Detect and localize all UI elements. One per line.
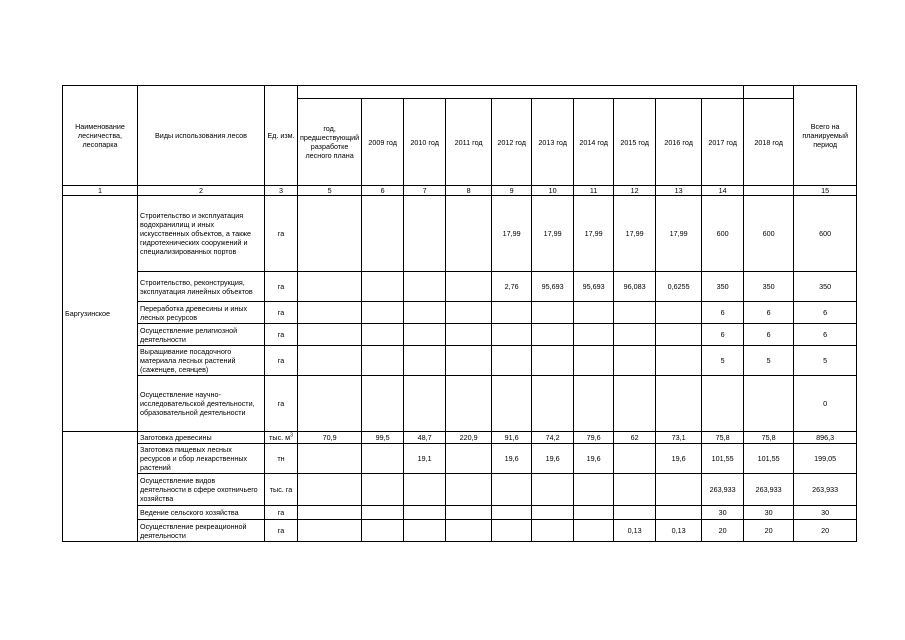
value-cell: 350 (794, 272, 857, 302)
value-cell (656, 376, 702, 432)
use-type-cell: Строительство и эксплуатация водохранилищ и иных искусственных объектов, а также гидротехнических сооружений и специализированных портов (138, 196, 265, 272)
header-top-2018 (744, 86, 794, 99)
value-cell: 6 (702, 324, 744, 346)
value-cell (614, 376, 656, 432)
value-cell (404, 324, 446, 346)
value-cell: 220,9 (446, 432, 492, 444)
value-cell: 17,99 (656, 196, 702, 272)
value-cell (574, 302, 614, 324)
value-cell: 62 (614, 432, 656, 444)
unit-text: га (277, 526, 285, 535)
value-cell: 20 (794, 520, 857, 542)
value-cell (446, 272, 492, 302)
column-number: 2 (138, 186, 265, 196)
value-cell: 6 (702, 302, 744, 324)
table-row (63, 346, 857, 376)
value-cell (404, 520, 446, 542)
unit-text: га (277, 330, 285, 339)
value-cell (362, 302, 404, 324)
value-cell (532, 474, 574, 506)
value-cell (532, 324, 574, 346)
column-number: 3 (265, 186, 298, 196)
forestry-cell: Баргузинское (63, 196, 138, 432)
value-cell: 101,55 (702, 444, 744, 474)
value-cell (446, 474, 492, 506)
column-number: 12 (614, 186, 656, 196)
use-type-cell: Строительство, реконструкция, эксплуатация линейных объектов (138, 272, 265, 302)
column-number: 15 (794, 186, 857, 196)
column-number: 11 (574, 186, 614, 196)
value-cell (404, 376, 446, 432)
value-cell: 600 (744, 196, 794, 272)
value-cell: 896,3 (794, 432, 857, 444)
unit-text: га (277, 229, 285, 238)
value-cell: 0 (794, 376, 857, 432)
value-cell (492, 324, 532, 346)
value-cell (656, 324, 702, 346)
header-unit: Ед. изм. (265, 86, 298, 186)
value-cell: 19,6 (656, 444, 702, 474)
column-number: 14 (702, 186, 744, 196)
value-cell (446, 444, 492, 474)
value-cell (446, 302, 492, 324)
use-type-cell: Осуществление научно-исследовательской деятельности, образовательной деятельности (138, 376, 265, 432)
value-cell (744, 376, 794, 432)
use-type-cell: Переработка древесины и иных лесных ресурсов (138, 302, 265, 324)
table-row (63, 444, 857, 474)
unit-cell (265, 376, 298, 432)
unit-cell (265, 474, 298, 506)
value-cell: 30 (702, 506, 744, 520)
value-cell: 6 (744, 302, 794, 324)
column-number: 1 (63, 186, 138, 196)
header-2015: 2015 год (614, 99, 656, 186)
value-cell: 6 (794, 324, 857, 346)
value-cell (298, 302, 362, 324)
table-row (63, 520, 857, 542)
unit-cell (265, 272, 298, 302)
value-cell: 19,6 (532, 444, 574, 474)
value-cell (532, 506, 574, 520)
value-cell (574, 506, 614, 520)
value-cell: 99,5 (362, 432, 404, 444)
value-cell (298, 376, 362, 432)
value-cell: 74,2 (532, 432, 574, 444)
value-cell (404, 302, 446, 324)
value-cell: 350 (744, 272, 794, 302)
unit-cell (265, 520, 298, 542)
value-cell: 73,1 (656, 432, 702, 444)
value-cell (656, 474, 702, 506)
value-cell (492, 506, 532, 520)
value-cell (404, 506, 446, 520)
column-number-row (63, 186, 857, 196)
value-cell (614, 302, 656, 324)
value-cell: 30 (794, 506, 857, 520)
header-prev-year: год, предшествующий разработке лесного плана (298, 99, 362, 186)
value-cell: 95,693 (532, 272, 574, 302)
forestry-cell (63, 432, 138, 542)
value-cell (298, 272, 362, 302)
value-cell (446, 376, 492, 432)
value-cell (574, 520, 614, 542)
value-cell (656, 346, 702, 376)
header-2014: 2014 год (574, 99, 614, 186)
column-number: 6 (362, 186, 404, 196)
value-cell: 199,05 (794, 444, 857, 474)
header-top-row (63, 86, 857, 99)
use-type-cell: Осуществление видов деятельности в сфере охотничьего хозяйства (138, 474, 265, 506)
value-cell (614, 444, 656, 474)
value-cell (532, 302, 574, 324)
header-2017: 2017 год (702, 99, 744, 186)
header-2009: 2009 год (362, 99, 404, 186)
value-cell (362, 324, 404, 346)
value-cell: 75,8 (744, 432, 794, 444)
value-cell: 75,8 (702, 432, 744, 444)
value-cell: 263,933 (702, 474, 744, 506)
table-row (63, 302, 857, 324)
value-cell (614, 346, 656, 376)
value-cell (492, 302, 532, 324)
value-cell: 263,933 (794, 474, 857, 506)
value-cell (532, 346, 574, 376)
column-number (744, 186, 794, 196)
value-cell: 96,083 (614, 272, 656, 302)
unit-text: га (277, 282, 285, 291)
unit-cell (265, 324, 298, 346)
column-number: 13 (656, 186, 702, 196)
value-cell (446, 520, 492, 542)
forest-use-table (62, 85, 857, 542)
unit-cell (265, 346, 298, 376)
value-cell: 19,1 (404, 444, 446, 474)
value-cell: 600 (794, 196, 857, 272)
header-use-type: Виды использования лесов (138, 86, 265, 186)
header-total: Всего на планируемый период (794, 86, 857, 186)
unit-cell (265, 196, 298, 272)
unit-superscript: 3 (290, 432, 293, 439)
value-cell (446, 196, 492, 272)
value-cell: 17,99 (574, 196, 614, 272)
value-cell (702, 376, 744, 432)
value-cell (362, 474, 404, 506)
value-cell: 20 (702, 520, 744, 542)
column-number: 7 (404, 186, 446, 196)
header-2016: 2016 год (656, 99, 702, 186)
value-cell: 350 (702, 272, 744, 302)
value-cell (404, 272, 446, 302)
value-cell (298, 520, 362, 542)
value-cell: 30 (744, 506, 794, 520)
unit-text: га (277, 356, 285, 365)
value-cell: 95,693 (574, 272, 614, 302)
use-type-cell: Заготовка пищевых лесных ресурсов и сбор лекарственных растений (138, 444, 265, 474)
value-cell (362, 376, 404, 432)
value-cell: 19,6 (574, 444, 614, 474)
value-cell (574, 346, 614, 376)
value-cell (656, 302, 702, 324)
table-row (63, 196, 857, 272)
header-2013: 2013 год (532, 99, 574, 186)
table-row (63, 432, 857, 444)
value-cell: 263,933 (744, 474, 794, 506)
header-2012: 2012 год (492, 99, 532, 186)
value-cell (298, 346, 362, 376)
table-row (63, 272, 857, 302)
value-cell: 5 (744, 346, 794, 376)
unit-text: га (277, 399, 285, 408)
value-cell: 5 (794, 346, 857, 376)
value-cell: 5 (702, 346, 744, 376)
value-cell: 91,6 (492, 432, 532, 444)
unit-text: га (277, 508, 285, 517)
value-cell: 17,99 (614, 196, 656, 272)
value-cell (446, 346, 492, 376)
value-cell: 20 (744, 520, 794, 542)
value-cell: 6 (744, 324, 794, 346)
use-type-cell: Осуществление религиозной деятельности (138, 324, 265, 346)
unit-cell (265, 506, 298, 520)
unit-cell (265, 302, 298, 324)
value-cell (614, 324, 656, 346)
column-number: 8 (446, 186, 492, 196)
value-cell: 0,13 (656, 520, 702, 542)
value-cell: 17,99 (492, 196, 532, 272)
value-cell: 600 (702, 196, 744, 272)
value-cell (362, 520, 404, 542)
unit-cell (265, 432, 298, 444)
value-cell (532, 520, 574, 542)
value-cell (362, 346, 404, 376)
value-cell (298, 324, 362, 346)
column-number: 10 (532, 186, 574, 196)
header-2018: 2018 год (744, 99, 794, 186)
value-cell: 48,7 (404, 432, 446, 444)
value-cell (404, 346, 446, 376)
column-number: 9 (492, 186, 532, 196)
value-cell: 101,55 (744, 444, 794, 474)
use-type-cell: Выращивание посадочного материала лесных растений (саженцев, сеянцев) (138, 346, 265, 376)
unit-cell (265, 444, 298, 474)
value-cell: 0,13 (614, 520, 656, 542)
value-cell (404, 196, 446, 272)
table-row (63, 506, 857, 520)
value-cell (614, 474, 656, 506)
value-cell (532, 376, 574, 432)
header-2011: 2011 год (446, 99, 492, 186)
use-type-cell: Осуществление рекреационной деятельности (138, 520, 265, 542)
value-cell (656, 506, 702, 520)
value-cell: 19,6 (492, 444, 532, 474)
value-cell (362, 196, 404, 272)
unit-text: тыс. га (269, 485, 293, 494)
column-number: 5 (298, 186, 362, 196)
value-cell (362, 272, 404, 302)
value-cell (446, 324, 492, 346)
use-type-cell: Заготовка древесины (138, 432, 265, 444)
header-forestry: Наименование лесничества, лесопарка (63, 86, 138, 186)
value-cell (492, 520, 532, 542)
value-cell (362, 444, 404, 474)
value-cell (574, 474, 614, 506)
value-cell (446, 506, 492, 520)
unit-text: тыс. м (269, 433, 291, 442)
table-row (63, 324, 857, 346)
table-row (63, 376, 857, 432)
value-cell (298, 506, 362, 520)
value-cell (298, 474, 362, 506)
value-cell (492, 376, 532, 432)
table-row (63, 474, 857, 506)
value-cell: 2,76 (492, 272, 532, 302)
header-2010: 2010 год (404, 99, 446, 186)
value-cell (492, 474, 532, 506)
unit-text: тн (277, 454, 285, 463)
use-type-cell: Ведение сельского хозяйства (138, 506, 265, 520)
value-cell: 79,6 (574, 432, 614, 444)
value-cell (614, 506, 656, 520)
value-cell: 0,6255 (656, 272, 702, 302)
header-top-span (298, 86, 744, 99)
value-cell (298, 444, 362, 474)
value-cell: 17,99 (532, 196, 574, 272)
unit-text: га (277, 308, 285, 317)
value-cell (404, 474, 446, 506)
value-cell (298, 196, 362, 272)
value-cell (492, 346, 532, 376)
value-cell: 6 (794, 302, 857, 324)
value-cell (362, 506, 404, 520)
value-cell: 70,9 (298, 432, 362, 444)
value-cell (574, 324, 614, 346)
value-cell (574, 376, 614, 432)
